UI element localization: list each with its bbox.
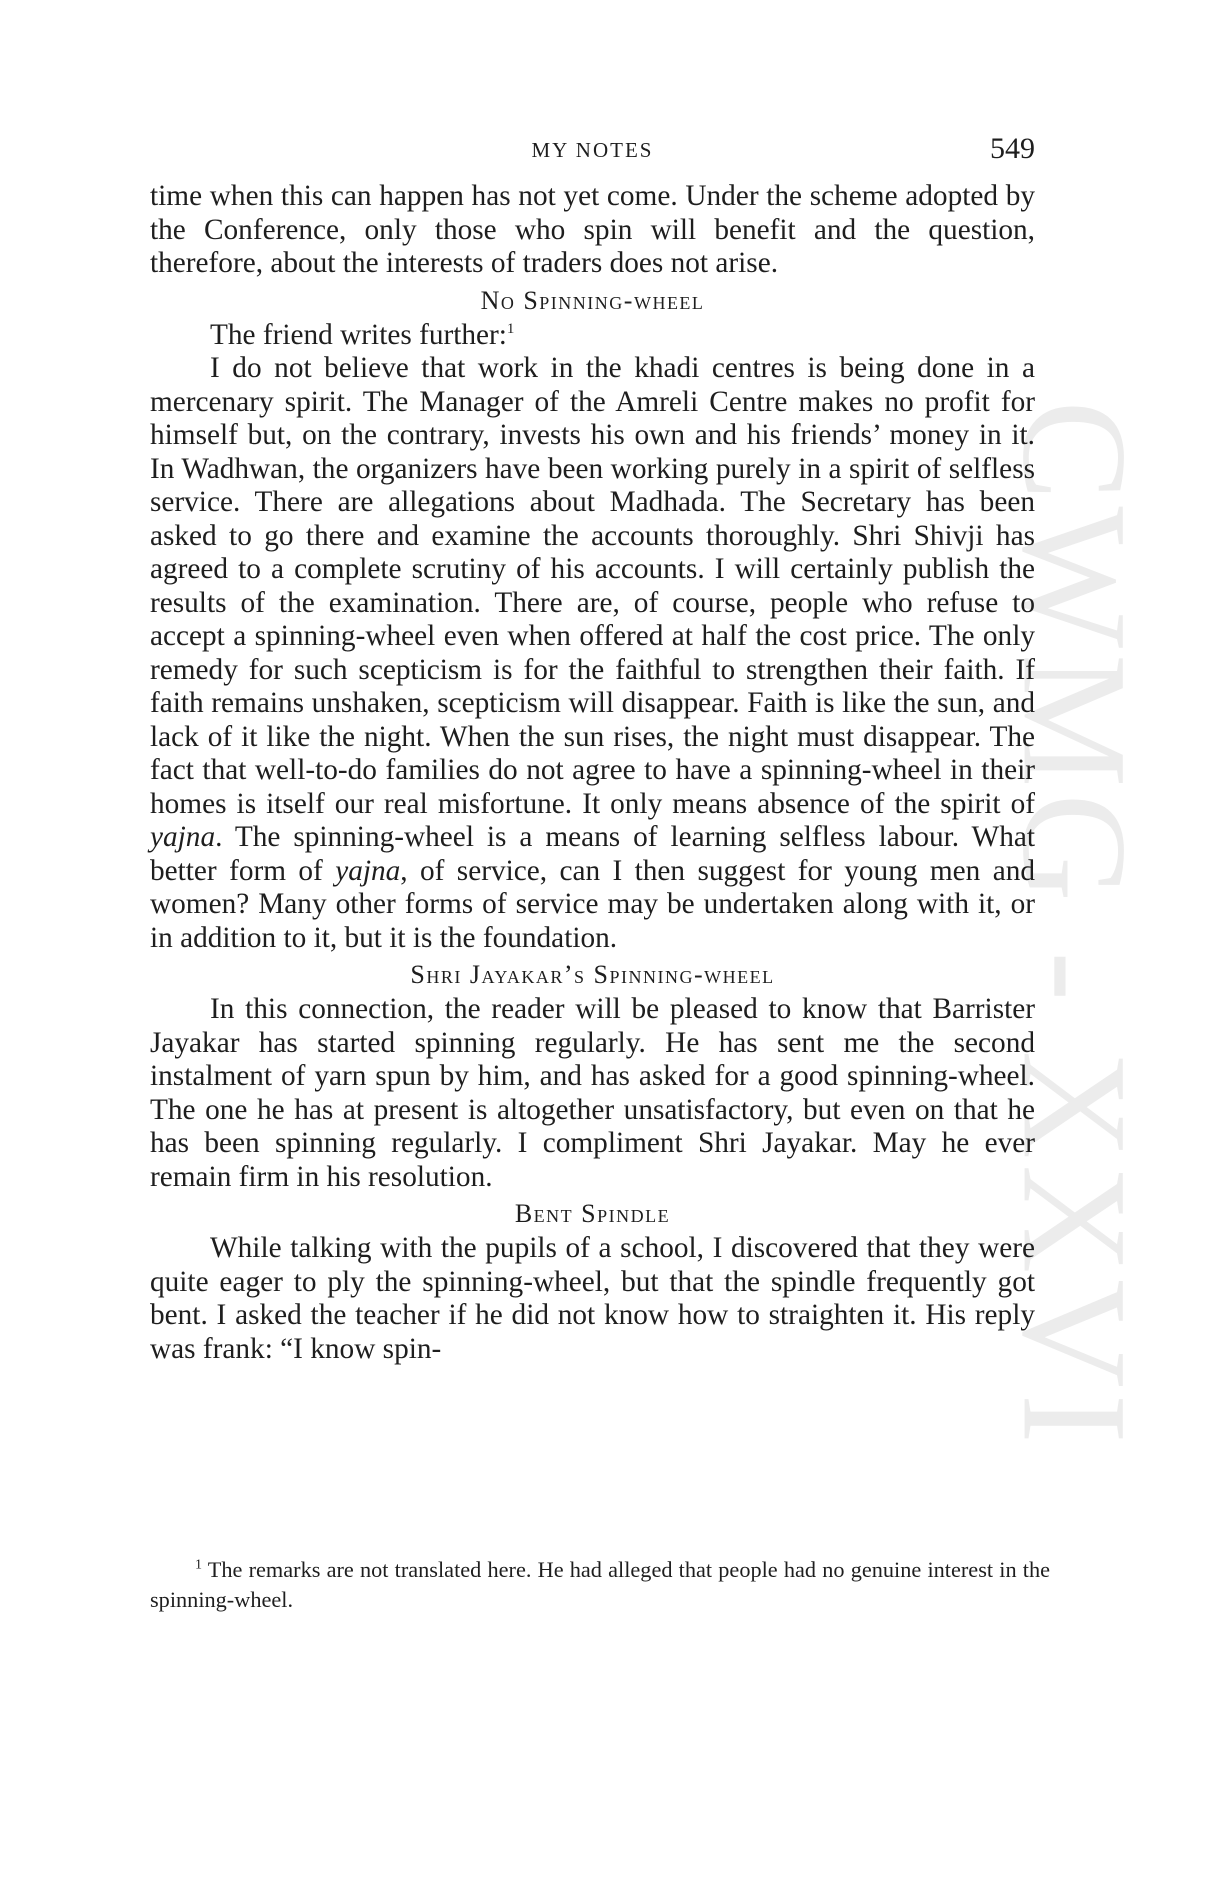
italic-yajna-2: yajna xyxy=(335,854,401,887)
quoted-letter-paragraph xyxy=(150,352,1035,955)
page-body xyxy=(150,180,1035,1366)
italic-yajna-1: yajna xyxy=(150,821,216,853)
paragraph-friend-writes-text: The friend writes further: xyxy=(210,318,507,351)
running-head: MY NOTES xyxy=(531,138,654,162)
section-heading-no-spinning-wheel: No Spinning-wheel xyxy=(480,285,705,315)
footnote-1 xyxy=(150,1555,1050,1615)
watermark-text: CWMG - XXVI xyxy=(992,400,1159,1450)
footnote-reference: 1 xyxy=(506,320,515,337)
section-heading-bent-spindle: Bent Spindle xyxy=(514,1199,671,1228)
page-header xyxy=(150,132,1035,168)
paragraph-continued: time when this can happen has not yet come. Under the scheme adopted by the Conference, only those who spin will benefit and the question, therefore, about the interests of traders does not arise. xyxy=(150,180,1035,279)
quote-text-end: , of service, can I then suggest for young men and women? Many other forms of service may be undertaken along with it, or in addition to it, but it is the foundation. xyxy=(150,854,1035,954)
quoted-letter xyxy=(150,352,1035,955)
footnote-text: The remarks are not translated here. He had alleged that people had no genuine interest in the spinning-wheel. xyxy=(150,1557,1050,1612)
footnote-mark: 1 xyxy=(195,1557,202,1573)
section-heading-jayakar: Shri Jayakar’s Spinning-wheel xyxy=(410,960,775,989)
footnotes xyxy=(150,1555,1050,1615)
paragraph-bent-spindle: While talking with the pupils of a school, I discovered that they were quite eager to ply the spinning-wheel, but that the spindle frequently got bent. I asked the teacher if he did not know how to straighten it. His reply was frank: “I know spin- xyxy=(150,1232,1035,1365)
quote-text-middle: . The spinning-wheel is a means of learning selfless labour. What better form of xyxy=(150,821,1035,887)
quote-text-start: I do not believe that work in the khadi centres is being done in a mercenary spirit. The Manager of the Amreli Centre makes no profit for himself but, on the contrary, invests his own and his friends’ money in it. In Wadhwan, the organizers have been working purely in a spirit of selfless service. There are allegations about Madhada. The Secretary has been asked to go there and examine the accounts thoroughly. Shri Shivji has agreed to a complete scrutiny of his accounts. I will certainly publish the results of the examination. There are, of course, people who refuse to accept a spinning-wheel even when offered at half the cost price. The only remedy for such scepticism is for the faithful to strengthen their faith. If faith remains unshaken, scepticism will disappear. Faith is like the sun, and lack of it like the night. When the sun rises, the night must disappear. The fact that well-to-do families do not agree to have a spinning-wheel in their homes is itself our real misfortune. It only means absence of the spirit of xyxy=(150,352,1035,820)
paragraph-jayakar: In this connection, the reader will be pleased to know that Barrister Jayakar has started spinning regularly. He has sent me the second instalment of yarn spun by him, and has asked for a good spinning-wheel. The one he has at present is altogether unsatisfactory, but even on that he has been spinning regularly. I compliment Shri Jayakar. May he ever remain firm in his resolution. xyxy=(150,993,1035,1193)
page-number: 549 xyxy=(990,132,1035,165)
paragraph-friend-writes xyxy=(150,319,1035,353)
